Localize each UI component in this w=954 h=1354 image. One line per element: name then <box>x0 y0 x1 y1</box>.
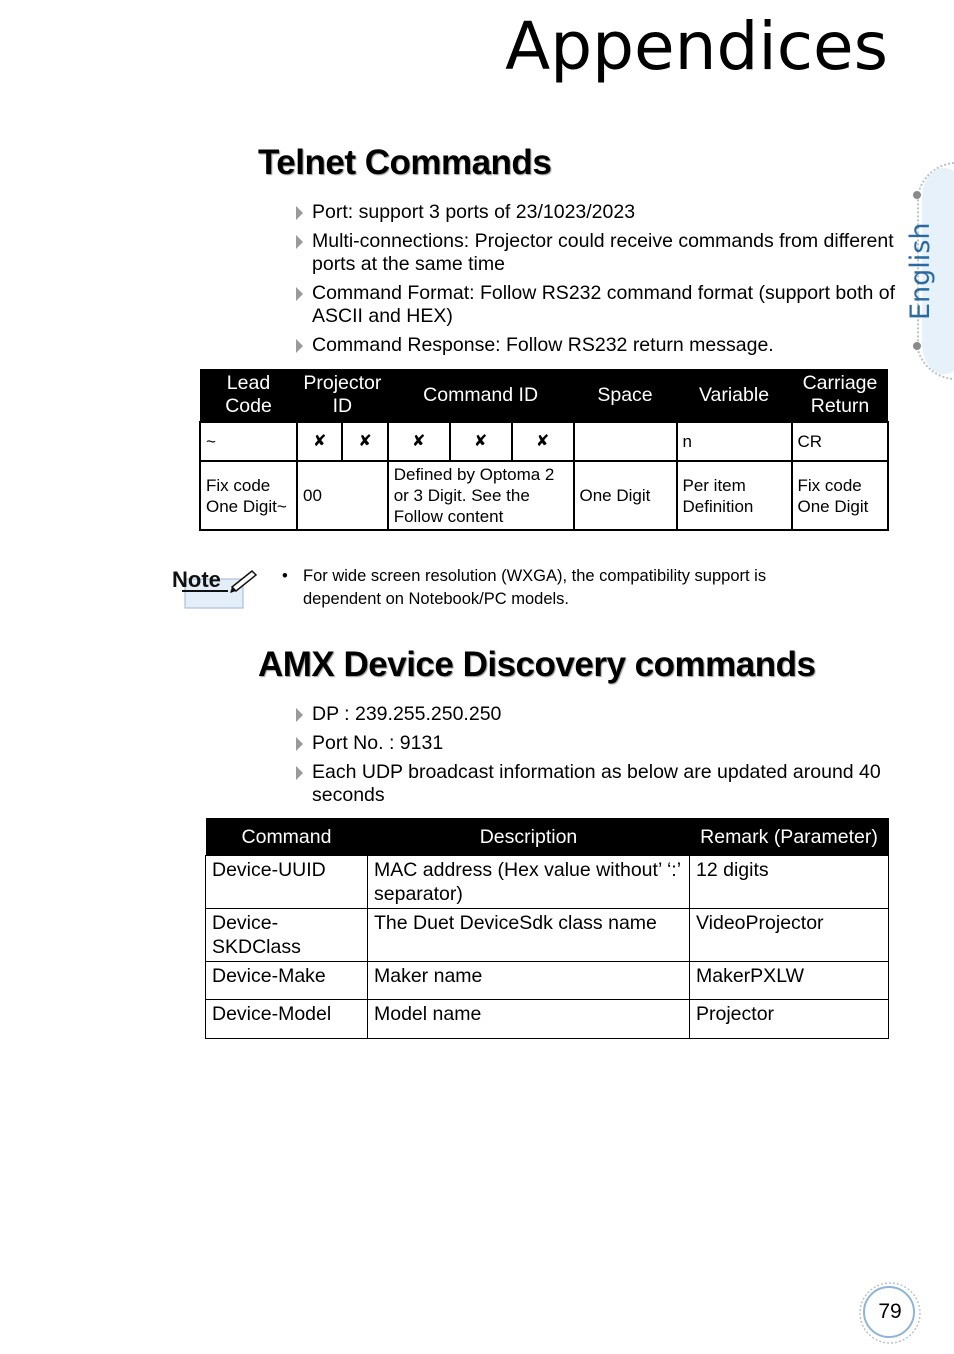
table-cell: 12 digits <box>690 856 889 909</box>
bullet-dot-icon: • <box>282 567 288 585</box>
bullet-arrow-icon <box>296 766 303 780</box>
telnet-command-table <box>199 369 889 531</box>
table-cell: Device-SKDClass <box>206 909 368 962</box>
column-header: Remark (Parameter) <box>690 818 889 856</box>
page-title: Appendices <box>505 8 888 85</box>
bullet-arrow-icon <box>296 206 303 220</box>
table-cell: Model name <box>368 1000 690 1039</box>
amx-heading: AMX Device Discovery commands <box>258 645 816 684</box>
table-cell: n <box>677 422 792 461</box>
table-cell: Fix code One Digit~ <box>200 461 297 530</box>
table-header-row <box>200 369 888 422</box>
cross-mark-icon: ✘ <box>512 422 574 461</box>
table-row <box>206 856 889 909</box>
bullet-arrow-icon <box>296 235 303 249</box>
cross-mark-icon: ✘ <box>450 422 512 461</box>
amx-bullet-list <box>296 703 896 813</box>
bullet-arrow-icon <box>296 708 303 722</box>
list-item: Port No. : 9131 <box>296 732 896 755</box>
column-header: Projector ID <box>297 369 388 422</box>
telnet-heading: Telnet Commands <box>258 143 552 182</box>
column-header: Lead Code <box>200 369 297 422</box>
table-cell: Maker name <box>368 962 690 1000</box>
table-row <box>200 461 888 530</box>
column-header: Carriage Return <box>792 369 889 422</box>
table-cell: Device-Make <box>206 962 368 1000</box>
list-item: DP : 239.255.250.250 <box>296 703 896 726</box>
table-cell <box>574 422 677 461</box>
list-item: Command Response: Follow RS232 return message. <box>296 334 896 357</box>
table-cell: Device-Model <box>206 1000 368 1039</box>
list-item: Each UDP broadcast information as below are updated around 40 seconds <box>296 761 896 807</box>
table-cell: Device-UUID <box>206 856 368 909</box>
column-header: Command ID <box>388 369 574 422</box>
table-row <box>206 962 889 1000</box>
cross-mark-icon: ✘ <box>388 422 450 461</box>
table-cell: Fix code One Digit <box>792 461 889 530</box>
cross-mark-icon: ✘ <box>342 422 387 461</box>
table-cell: ~ <box>200 422 297 461</box>
table-cell: Per item Definition <box>677 461 792 530</box>
table-cell: One Digit <box>574 461 677 530</box>
column-header: Variable <box>677 369 792 422</box>
table-cell: 00 <box>297 461 388 530</box>
amx-command-table <box>205 818 889 1039</box>
table-row <box>200 422 888 461</box>
telnet-bullet-list <box>296 201 896 363</box>
table-header-row <box>206 818 889 856</box>
list-item: Port: support 3 ports of 23/1023/2023 <box>296 201 896 224</box>
table-cell: Defined by Optoma 2 or 3 Digit. See the Follow content <box>388 461 574 530</box>
table-cell: VideoProjector <box>690 909 889 962</box>
table-row <box>206 909 889 962</box>
note-text: • For wide screen resolution (WXGA), the compatibility support is dependent on Notebook/PC models. <box>282 567 767 608</box>
list-item: Command Format: Follow RS232 command format (support both of ASCII and HEX) <box>296 282 896 328</box>
list-item: Multi-connections: Projector could receive commands from different ports at the same time <box>296 230 896 276</box>
table-cell: MAC address (Hex value without’ ‘:’ separator) <box>368 856 690 909</box>
column-header: Command <box>206 818 368 856</box>
bullet-arrow-icon <box>296 339 303 353</box>
bullet-arrow-icon <box>296 737 303 751</box>
side-tab-label[interactable]: English <box>905 222 936 320</box>
table-cell: Projector <box>690 1000 889 1039</box>
column-header: Description <box>368 818 690 856</box>
table-cell: The Duet DeviceSdk class name <box>368 909 690 962</box>
bullet-arrow-icon <box>296 287 303 301</box>
column-header: Space <box>574 369 677 422</box>
page-number-badge <box>858 1281 922 1345</box>
cross-mark-icon: ✘ <box>297 422 342 461</box>
table-cell: CR <box>792 422 889 461</box>
svg-text:Note: Note <box>172 567 221 592</box>
note-pencil-icon <box>170 565 260 611</box>
table-row <box>206 1000 889 1039</box>
table-cell: MakerPXLW <box>690 962 889 1000</box>
page-number: 79 <box>878 1300 902 1323</box>
